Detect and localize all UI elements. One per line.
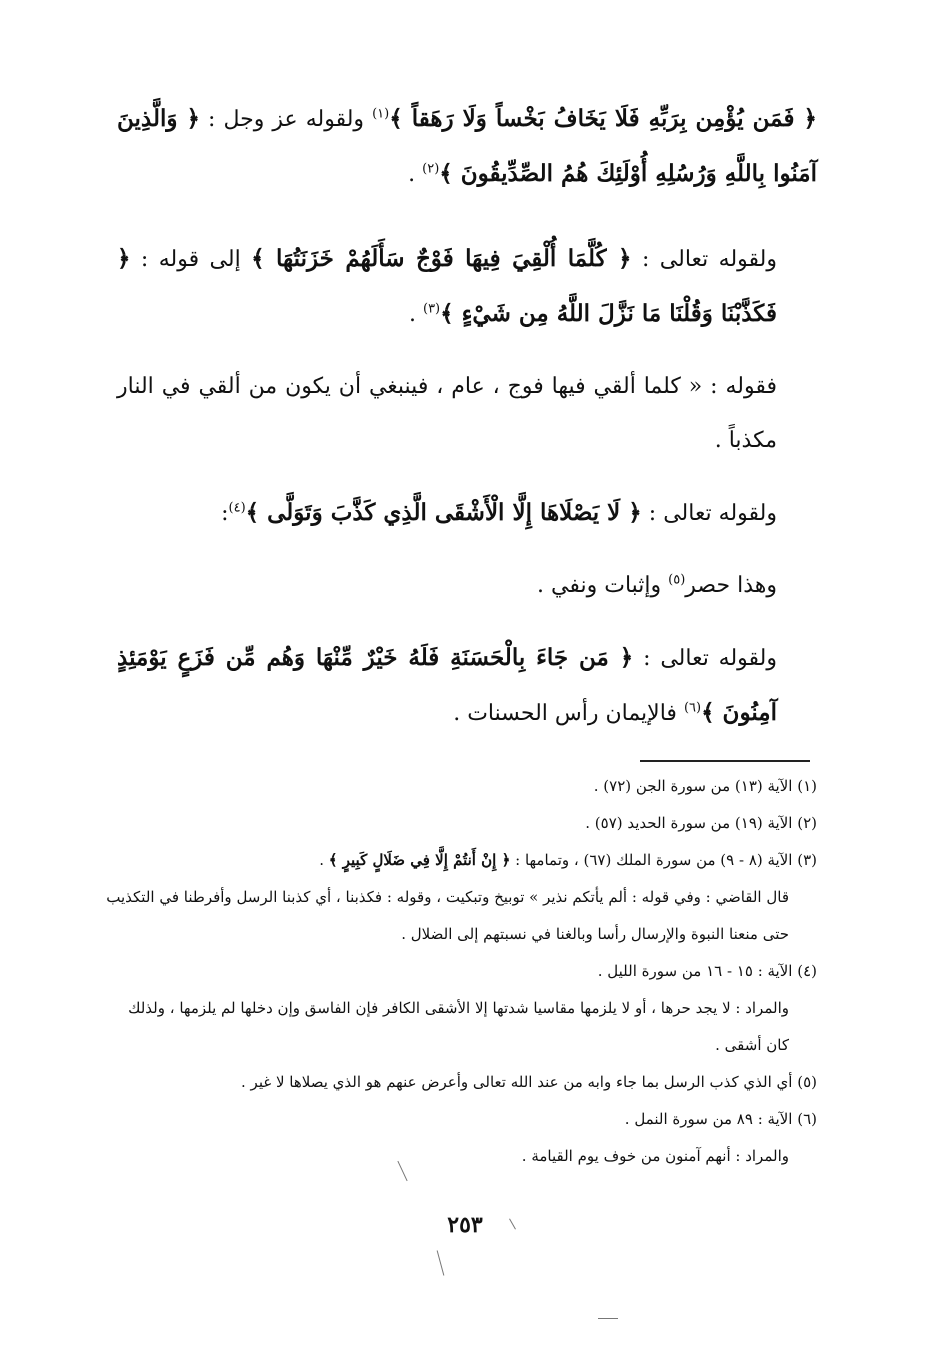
body-text: .	[408, 162, 423, 187]
body-text: إلى قوله :	[130, 247, 252, 272]
paragraph-6	[117, 631, 817, 741]
footnote-2: (٢) الآية (١٩) من سورة الحديد (٥٧) .	[585, 814, 817, 832]
footnote-6-commentary: والمراد : أنهم آمنون من خوف يوم القيامة .	[521, 1147, 789, 1165]
paragraph-1	[117, 92, 817, 202]
footnote-separator	[640, 760, 810, 762]
quran-verse: ﴿ كُلَّمَا أُلْقِيَ فِيهَا فَوْجٌ سَأَلَهُمْ خَزَنَتُهَا ﴾	[251, 245, 632, 272]
quran-verse: ﴿ لَا يَصْلَاهَا إِلَّا الْأَشْقَى الَّذِي كَذَّبَ وَتَوَلَّى ﴾	[245, 499, 642, 526]
body-text: .	[408, 302, 423, 327]
body-text: ولقوله عز وجل :	[200, 107, 373, 132]
body-text: وإثبات ونفي .	[537, 573, 669, 598]
scan-mark	[437, 1250, 445, 1275]
body-text: وهذا حصر	[685, 573, 777, 598]
footnote-ref: (٢)	[422, 161, 440, 177]
footnote-ref: (٣)	[422, 301, 441, 317]
quran-verse: ﴿ فَكَذَّبْنَا وَقُلْنَا مَا نَزَّلَ اللَّهُ مِن شَيْءٍ ﴾	[117, 245, 777, 327]
body-text: :	[221, 501, 229, 526]
body-text: ولقوله تعالى :	[641, 501, 777, 526]
footnote-3-commentary: قال القاضي : وفي قوله : ألم يأتكم نذير » توبيخ وتبكيت ، وقوله : فكذبنا ، أي كذبنا الرسل وأفرطنا في التكذيب حتى منعنا النبوة والإرسال رأسا وبالغنا في نسبتهم إلى الضلال .	[106, 888, 789, 943]
main-text	[117, 92, 817, 759]
footnote-6: (٦) الآية : ٨٩ من سورة النمل .	[624, 1110, 817, 1128]
footnote-ref: (٥)	[668, 572, 686, 588]
footnote-ref: (٤)	[228, 500, 246, 516]
quran-verse: ﴿ وَالَّذِينَ آمَنُوا بِاللَّهِ وَرُسُلِهِ أُوْلَئِكَ هُمُ الصِّدِّيقُونَ ﴾	[117, 105, 817, 187]
footnote-text: .	[319, 851, 329, 869]
footnote-5: (٥) أي الذي كذب الرسل بما جاء وابه من عند الله تعالى وأعرض عنهم هو الذي يصلاها لا غير .	[241, 1073, 817, 1091]
quran-verse: ﴿ مَن جَاءَ بِالْحَسَنَةِ فَلَهُ خَيْرٌ مِّنْهَا وَهُم مِّن فَزَعٍ يَوْمَئِذٍ آمِنُونَ ﴾	[117, 644, 777, 726]
page-number: ٢٥٣	[447, 1212, 483, 1238]
body-text: فالإيمان رأس الحسنات .	[453, 701, 684, 726]
paragraph-2	[117, 232, 817, 342]
footnote-ref: (١)	[372, 106, 390, 122]
footnote-4: (٤) الآية : ١٥ - ١٦ من سورة الليل .	[597, 962, 817, 980]
footnote-1: (١) الآية (١٣) من سورة الجن (٧٢) .	[593, 777, 817, 795]
paragraph-4	[117, 486, 817, 541]
paragraph-5	[117, 559, 817, 613]
scan-mark	[509, 1219, 516, 1230]
quran-verse: ﴿ فَمَن يُؤْمِن بِرَبِّهِ فَلَا يَخَافُ بَخْساً وَلَا رَهَقاً ﴾	[389, 105, 817, 132]
footnote-3	[102, 842, 817, 879]
body-text: ولقوله تعالى :	[633, 646, 777, 671]
footnotes	[102, 768, 817, 1175]
body-text: ولقوله تعالى :	[631, 247, 778, 272]
scan-mark	[598, 1318, 618, 1319]
quran-verse: ﴿ إِنْ أَنتُمْ إِلَّا فِي ضَلَالٍ كَبِيرٍ ﴾	[328, 851, 511, 869]
footnote-4-commentary: والمراد : لا يجد حرها ، أو لا يلزمها مقاسيا شدتها إلا الأشقى الكافر فإن الفاسق وإن دخلها لم يلزمها ، ولذلك كان أشقى .	[128, 999, 789, 1054]
footnote-text: (٣) الآية (٨ - ٩) من سورة الملك (٦٧) ، وتمامها :	[510, 851, 817, 869]
footnote-ref: (٦)	[683, 700, 702, 716]
paragraph-3: فقوله : « كلما ألقي فيها فوج ، عام ، فينبغي أن يكون من ألقي في النار مكذباً .	[117, 374, 777, 453]
